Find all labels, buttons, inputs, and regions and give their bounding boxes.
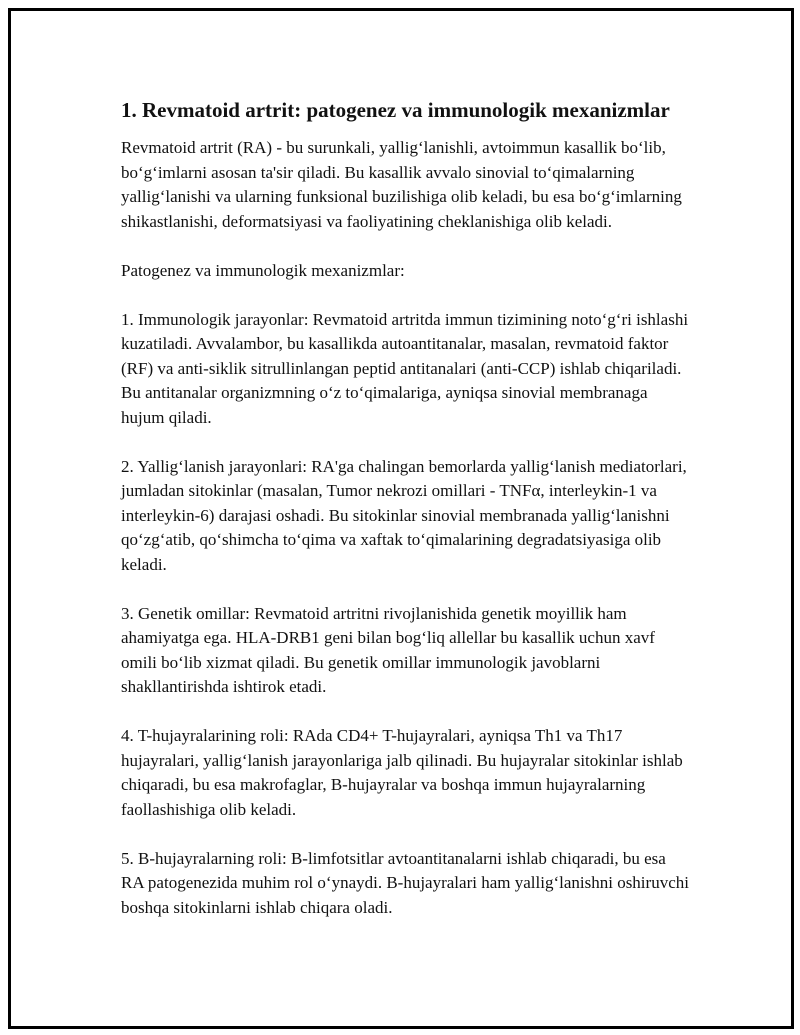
document-title: 1. Revmatoid artrit: patogenez va immunologik mexanizmlar <box>121 98 670 122</box>
paragraph-immunological-processes: 1. Immunologik jarayonlar: Revmatoid artritda immun tizimining noto‘g‘ri ishlashi kuzatiladi. Avvalambor, bu kasallikda autoantitanalar, masalan, revmatoid faktor (RF) va anti-siklik sitrullinlangan peptid antitanalari (anti-CCP) ishlab chiqariladi. Bu antitanalar organizmning o‘z to‘qimalariga, ayniqsa sinovial membranaga hujum qiladi. <box>121 309 689 427</box>
paragraph-t-cells-role: 4. T-hujayralarining roli: RAda CD4+ T-hujayralari, ayniqsa Th1 va Th17 hujayralari, yallig‘lanish jarayonlariga jalb qilinadi. Bu hujayralar sitokinlar ishlab chiqaradi, bu esa makrofaglar, B-hujayralar va boshqa immun hujayralarning faollashishiga olib keladi. <box>121 726 683 819</box>
paragraph-inflammation-processes: 2. Yallig‘lanish jarayonlari: RA'ga chalingan bemorlarda yallig‘lanish mediatorlari, jumladan sitokinlar (masalan, Tumor nekrozi omillari - TNFα, interleykin-1 va interleykin-6) darajasi oshadi. Bu sitokinlar sinovial membranada yallig‘lanishni qo‘zg‘atib, qo‘shimcha to‘qima va xaftak to‘qimalarining degradatsiyasiga olib keladi. <box>121 456 687 574</box>
paragraph-intro: Revmatoid artrit (RA) - bu surunkali, yallig‘lanishli, avtoimmun kasallik bo‘lib, bo‘g‘imlarni asosan ta'sir qiladi. Bu kasallik avvalo sinovial to‘qimalarning yallig‘lanishi va ularning funksional buzilishiga olib keladi, bu esa bo‘g‘imlarning shikastlanishi, deformatsiyasi va faoliyatining cheklanishiga olib keladi. <box>121 138 682 231</box>
paragraph-genetic-factors: 3. Genetik omillar: Revmatoid artritni rivojlanishida genetik moyillik ham ahamiyatga ega. HLA-DRB1 geni bilan bog‘liq allellar bu kasallik uchun xavf omili bo‘lib xizmat qiladi. Bu genetik omillar immunologik javoblarni shakllantirishda ishtirok etadi. <box>121 603 655 696</box>
paragraph-section-heading: Patogenez va immunologik mexanizmlar: <box>121 260 405 280</box>
paragraph-b-cells-role: 5. B-hujayralarning roli: B-limfotsitlar avtoantitanalarni ishlab chiqaradi, bu esa RA patogenezida muhim rol o‘ynaydi. B-hujayralari ham yallig‘lanishni oshiruvchi boshqa sitokinlarni ishlab chiqara oladi. <box>121 848 689 917</box>
page-frame <box>8 8 794 1029</box>
document-body <box>121 97 691 945</box>
